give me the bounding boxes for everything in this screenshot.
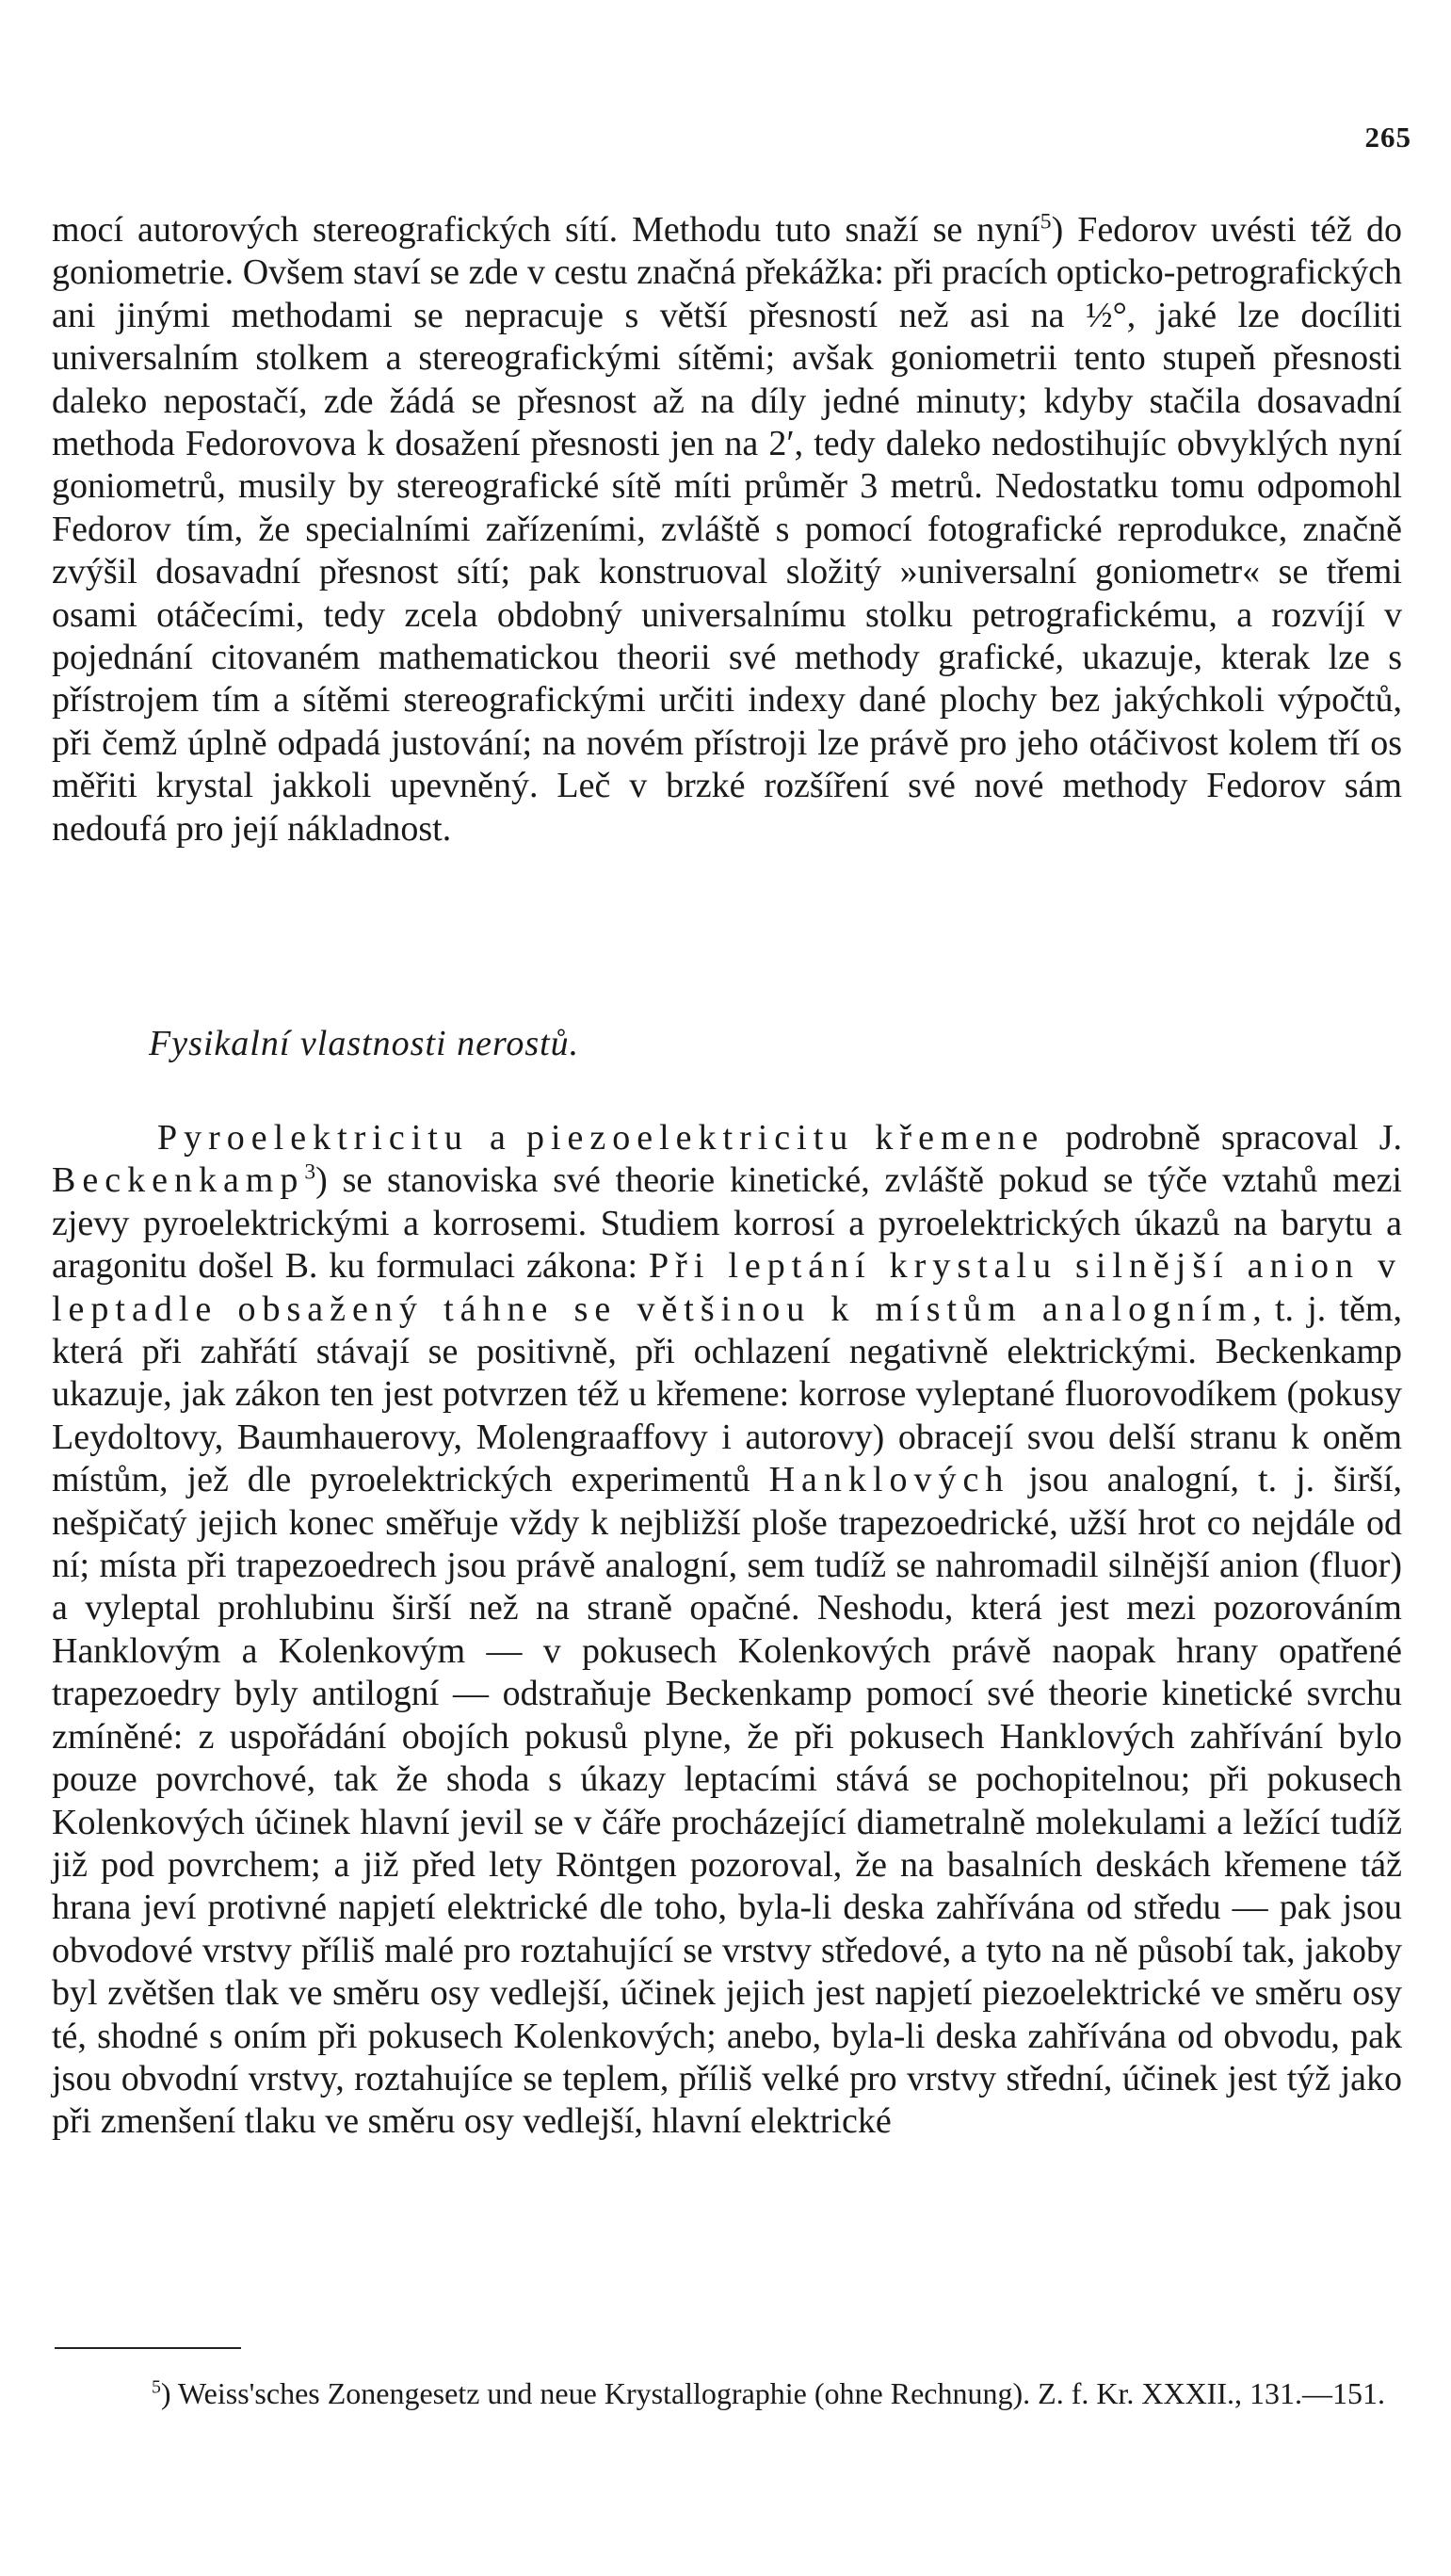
body-paragraph-1	[52, 209, 1402, 851]
law-statement: Při leptání krystalu silnější anion v leptadle obsažený táhne se většinou k místům analogním	[52, 1246, 1402, 1329]
body-paragraph-2	[52, 1117, 1402, 2144]
paragraph-1-text-a: mocí autorových stereografických sítí. Methodu tuto snaží se nyní	[52, 210, 1040, 250]
footnote-marker: 5	[152, 2376, 161, 2398]
footnote-divider	[55, 2347, 241, 2349]
spaced-author-name: Beckenkamp	[52, 1160, 305, 1201]
paragraph-2-text: a	[468, 1118, 526, 1158]
footnote-reference: 3	[304, 1159, 316, 1185]
paragraph-2-text: jsou analogní, t. j. širší, nešpičatý jejich konec směřuje vždy k nejbližší ploše trapezoedrické, užší hrot co nejdále od ní; místa při trapezoedrech jsou právě analogní, sem tudíž se nahromadil silnější anion (fluor) a vyleptal prohlubinu širší než na straně opačné. Neshodu, která jest mezi pozorováním Hanklovým a Kolenkovým — v pokusech Kolenkových právě naopak hrany opatřené trapezoedry byly antilogní — odstraňuje Beckenkamp pomocí své theorie kinetické svrchu zmíněné: z uspořádání obojích pokusů plyne, že při pokusech Hanklových zahřívání bylo pouze povrchové, tak že shoda s úkazy leptacími stává se pochopitelnou; při pokusech Kolenkových účinek hlavní jevil se v čáře procházející diametralně molekulami a ležící tudíž již pod povrchem; a již před lety Röntgen pozoroval, že na basalních deskách křemene táž hrana jeví protivné napjetí elektrické dle toho, byla-li deska zahřívána od středu — pak jsou obvodové vrstvy příliš malé pro roztahující se vrstvy středové, a tyto na ně působí tak, jakoby byl zvětšen tlak ve směru osy vedlejší, účinek jejich jest napjetí piezoelektrické ve směru osy té, shodné s oním při pokusech Kolenkových; anebo, byla-li deska zahřívána od obvodu, pak jsou obvodní vrstvy, roztahujíce se teplem, příliš velké pro vrstvy střední, účinek jest týž jako při zmenšení tlaku ve směru osy vedlejší, hlavní elektrické	[52, 1460, 1402, 2142]
spaced-term: Hanklových	[768, 1460, 1010, 1500]
page-number: 265	[1364, 121, 1411, 154]
spaced-term: Pyroelektricitu	[157, 1118, 469, 1158]
spaced-term: křemene	[875, 1118, 1045, 1158]
paragraph-1-text-c: , jaké lze docíliti universalním stolkem a stereografickými sítěmi; avšak goniometrii tento stupeň přesnosti daleko nepostačí, zde žádá se přesnost až na díly jedné minuty; kdyby stačila dosavadní methoda Fedorovova k dosažení přesnosti jen na 2′, tedy daleko nedostihujíc obvyklých nyní goniometrů, musily by stereografické sítě míti průměr 3 metrů. Nedostatku tomu odpomohl Fedorov tím, že specialními zařízeními, zvláště s pomocí fotografické reprodukce, značně zvýšil dosavadní přesnost sítí; pak konstruoval složitý »universalní goniometr« se třemi osami otáčecími, tedy zcela obdobný universalnímu stolku petrografickému, a rozvíjí v pojednání citovaném mathematickou theorii své methody grafické, ukazuje, kterak lze s přístrojem tím a sítěmi stereografickými určiti indexy dané plochy bez jakýchkoli výpočtů, při čemž úplně odpadá justování; na novém přístroji lze právě pro jeho otáčivost kolem tří os měřiti krystal jakkoli upevněný. Leč v brzké rozšíření své nové methody Fedorov sám nedoufá pro její nákladnost.	[52, 295, 1403, 849]
paragraph-2-text	[854, 1118, 875, 1158]
paragraph-1-text-b: ) Fedorov uvésti též do goniometrie. Ovšem staví se zde v cestu značná překážka: při pracích opticko-petrografických ani jinými methodami se nepracuje s větší přesností než asi na	[52, 210, 1402, 335]
spaced-term: piezoelektricitu	[525, 1118, 855, 1158]
footnote	[52, 2373, 1402, 2413]
paragraph-2-text: , t. j. těm, která při zahřátí stávají se positivně, při ochlazení negativně elektrickými. Beckenkamp ukazuje, jak zákon ten jest potvrzen též u křemene: korrose vyleptané fluorovodíkem (pokusy Leydoltovy, Baumhauerovy, Molengraaffovy i autorovy) obracejí svou delší stranu k oněm místům, jež dle pyroelektrických experimentů	[52, 1288, 1402, 1500]
section-heading: Fysikalní vlastnosti nerostů.	[149, 1024, 580, 1063]
footnote-reference: 5	[1040, 209, 1052, 235]
paragraph-2-text: podrobně spracoval J.	[1044, 1118, 1402, 1158]
paragraph-2-text: ) se stanoviska své theorie kinetické, zvláště pokud se týče vztahů mezi zjevy pyroelektrickými a korrosemi. Studiem korrosí a pyroelektrických úkazů na barytu a aragonitu došel B. ku formulaci zákona:	[52, 1160, 1402, 1287]
fraction: ½°	[1086, 295, 1127, 335]
footnote-text: ) Weiss'sches Zonengesetz und neue Krystallographie (ohne Rechnung). Z. f. Kr. XXXII., 131.—151.	[160, 2376, 1385, 2410]
